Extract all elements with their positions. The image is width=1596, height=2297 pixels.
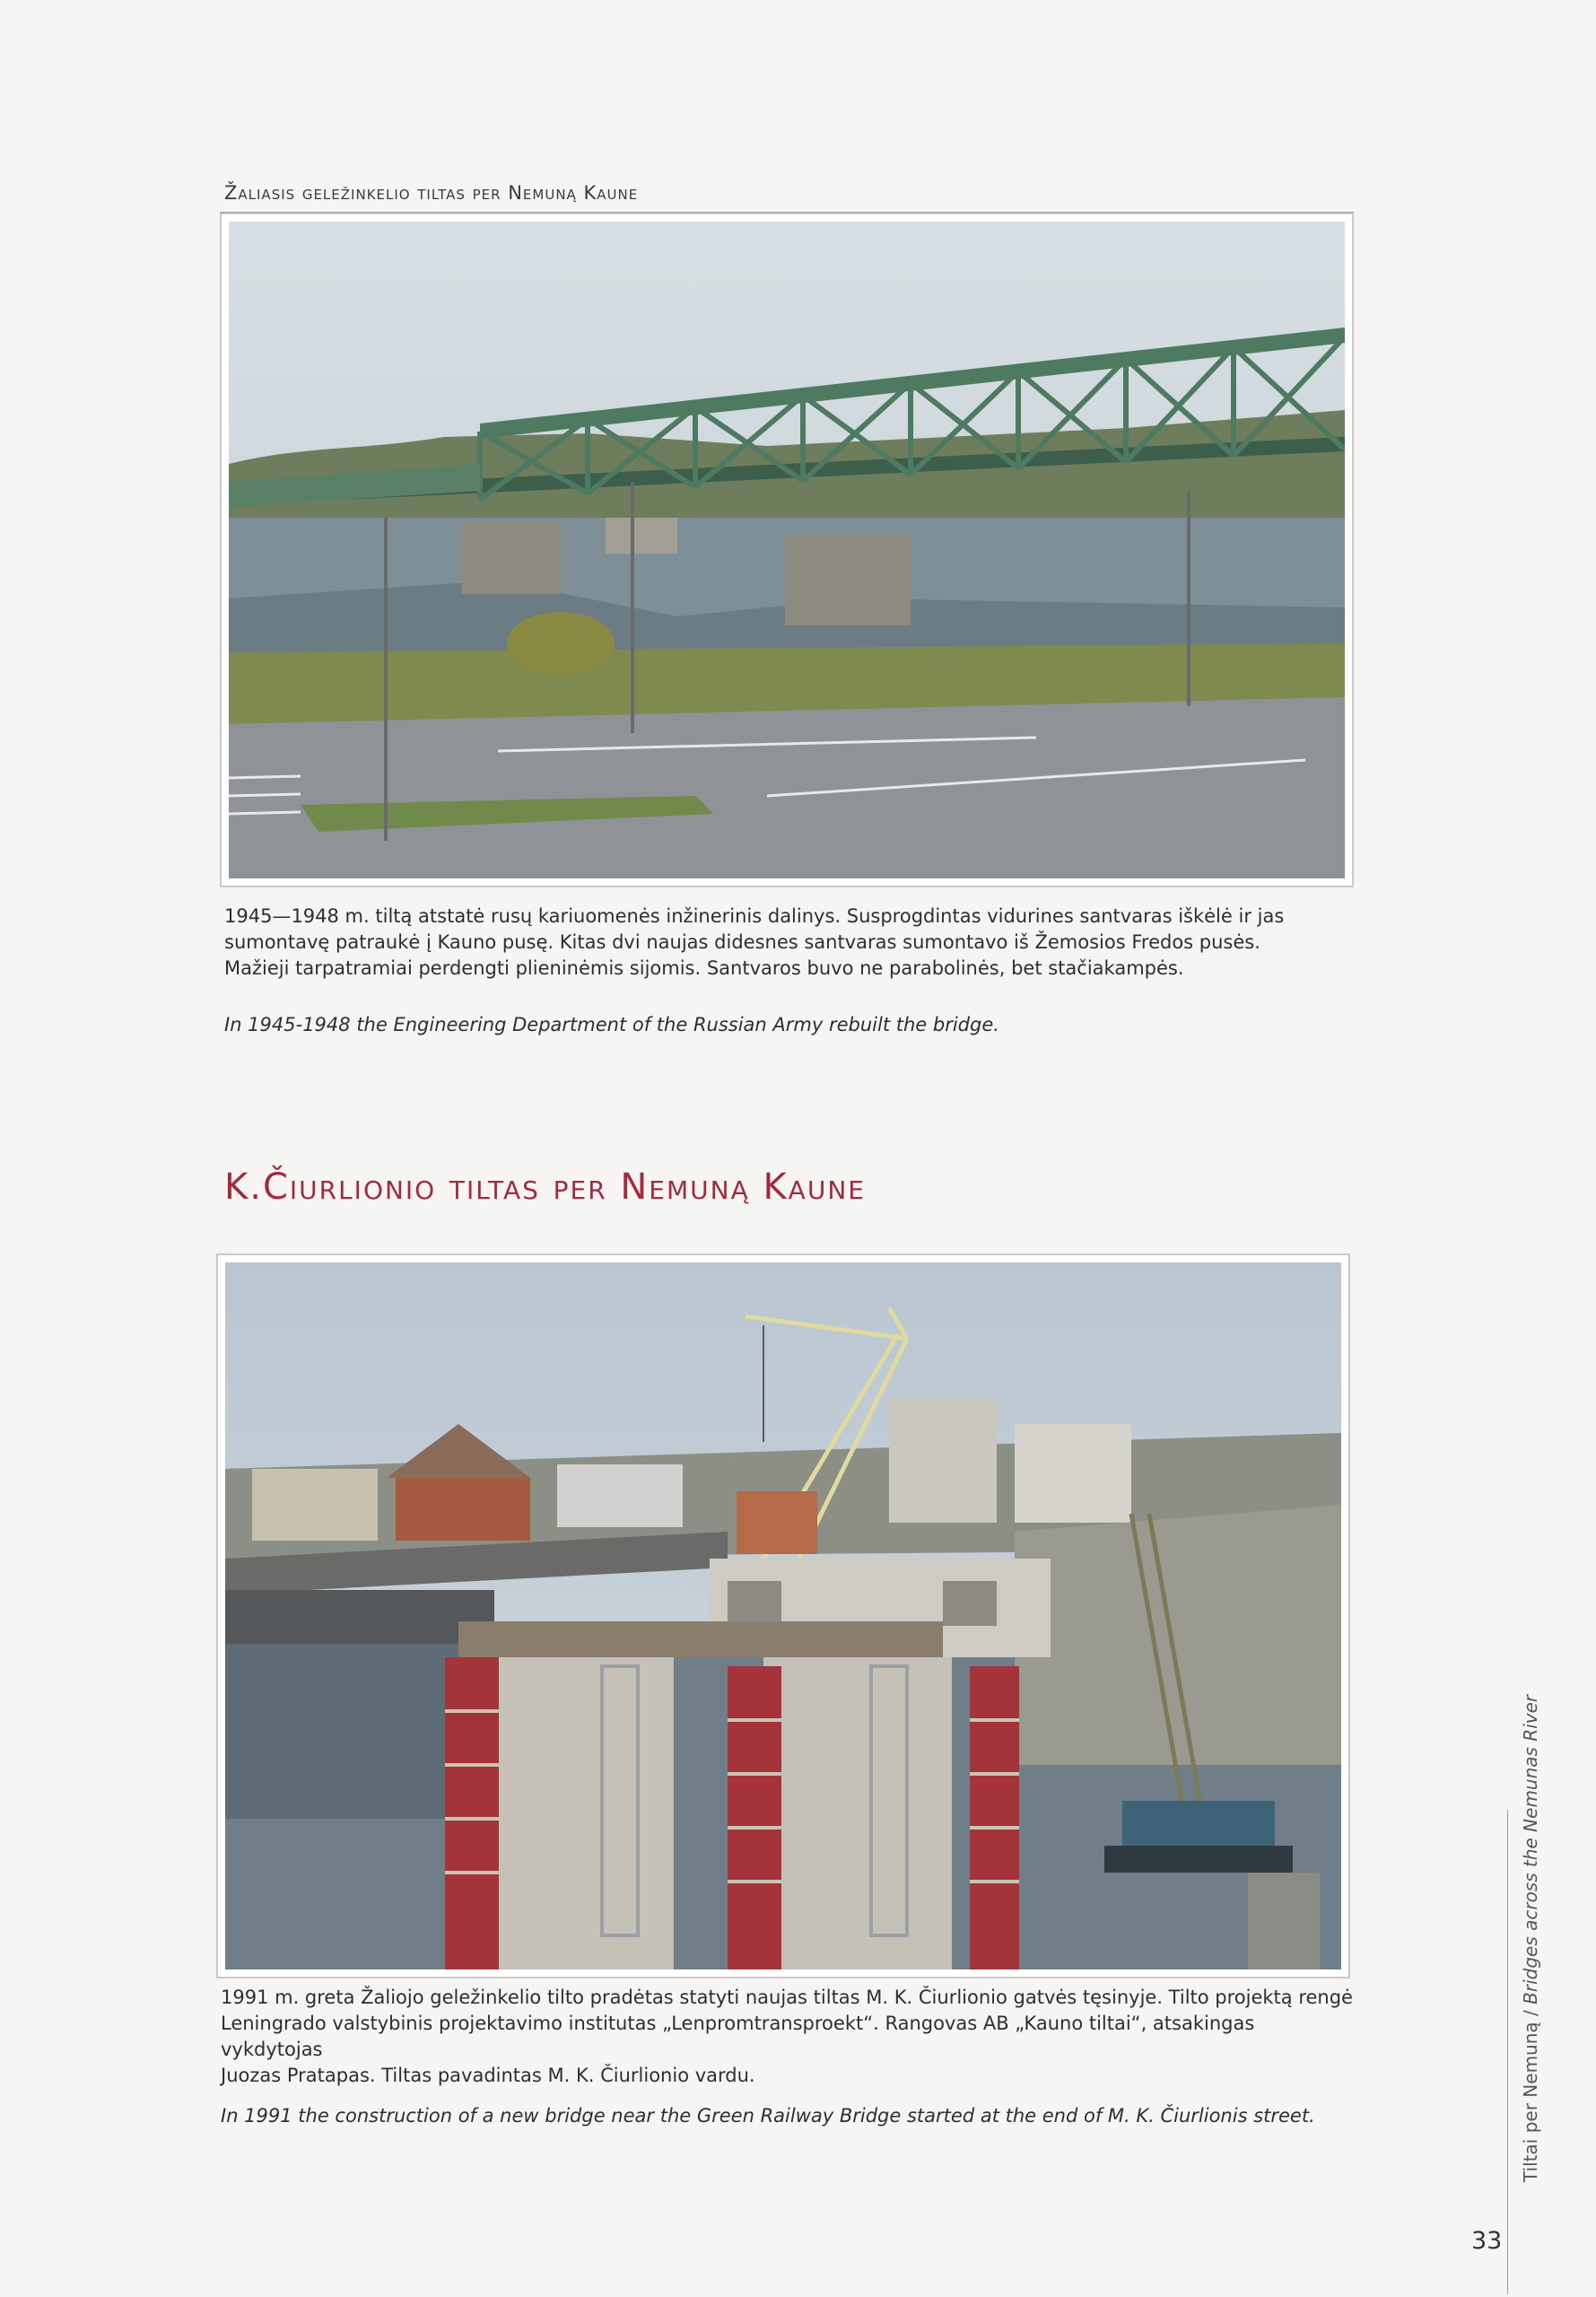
photo-ciurlionis-bridge-construction: [216, 1253, 1350, 1978]
construction-photo-illustration: [225, 1262, 1341, 1969]
caption-line: Juozas Pratapas. Tiltas pavadintas M. K. Čiurlionio vardu.: [221, 2065, 755, 2086]
caption-en-ciurlionis-bridge: In 1991 the construction of a new bridge near the Green Railway Bridge started at the end of M. K. Čiurlionis street.: [221, 2105, 1315, 2127]
caption-line: 1991 m. greta Žaliojo geležinkelio tilto pradėtas statyti naujas tiltas M. K. Čiurlionio gatvės tęsinyje. Tilto projektą rengė: [221, 1987, 1353, 2008]
section-heading-green-bridge: Žaliasis geležinkelio tiltas per Nemuną Kaune: [224, 182, 639, 204]
caption-line: Leningrado valstybinis projektavimo institutas „Lenpromtransproekt“. Rangovas AB „Kauno tiltai“, atsakingas vykdytojas: [221, 2013, 1255, 2060]
caption-en-green-bridge: In 1945-1948 the Engineering Department of the Russian Army rebuilt the bridge.: [224, 1014, 999, 1035]
caption-line: 1945—1948 m. tiltą atstatė rusų kariuomenės inžinerinis dalinys. Susprogdintas vidurines santvaras iškėlė ir jas: [224, 905, 1285, 927]
side-rule: [1507, 1810, 1508, 2294]
running-title-en: Bridges across the Nemunas River: [1520, 1694, 1541, 2004]
running-title-lt: Tiltai per Nemuną: [1520, 2022, 1541, 2182]
caption-lt-ciurlionis-bridge: [221, 1985, 1360, 2089]
section-heading-ciurlionis-bridge: K.Čiurlionio tiltas per Nemuną Kaune: [224, 1166, 866, 1208]
photo-green-railway-bridge: [220, 213, 1354, 887]
running-title-separator: /: [1520, 2004, 1541, 2022]
caption-line: Mažieji tarpatramiai perdengti plieninėmis sijomis. Santvaros buvo ne parabolinės, bet stačiakampės.: [224, 957, 1184, 979]
bridge-photo-illustration: [229, 222, 1345, 878]
caption-line: sumontavę patraukė į Kauno pusę. Kitas dvi naujas didesnes santvaras sumontavo iš Žemosios Fredos pusės.: [224, 931, 1260, 953]
page-number: 33: [1471, 2227, 1503, 2255]
caption-lt-green-bridge: [224, 904, 1355, 982]
running-title: [1520, 1695, 1541, 2182]
